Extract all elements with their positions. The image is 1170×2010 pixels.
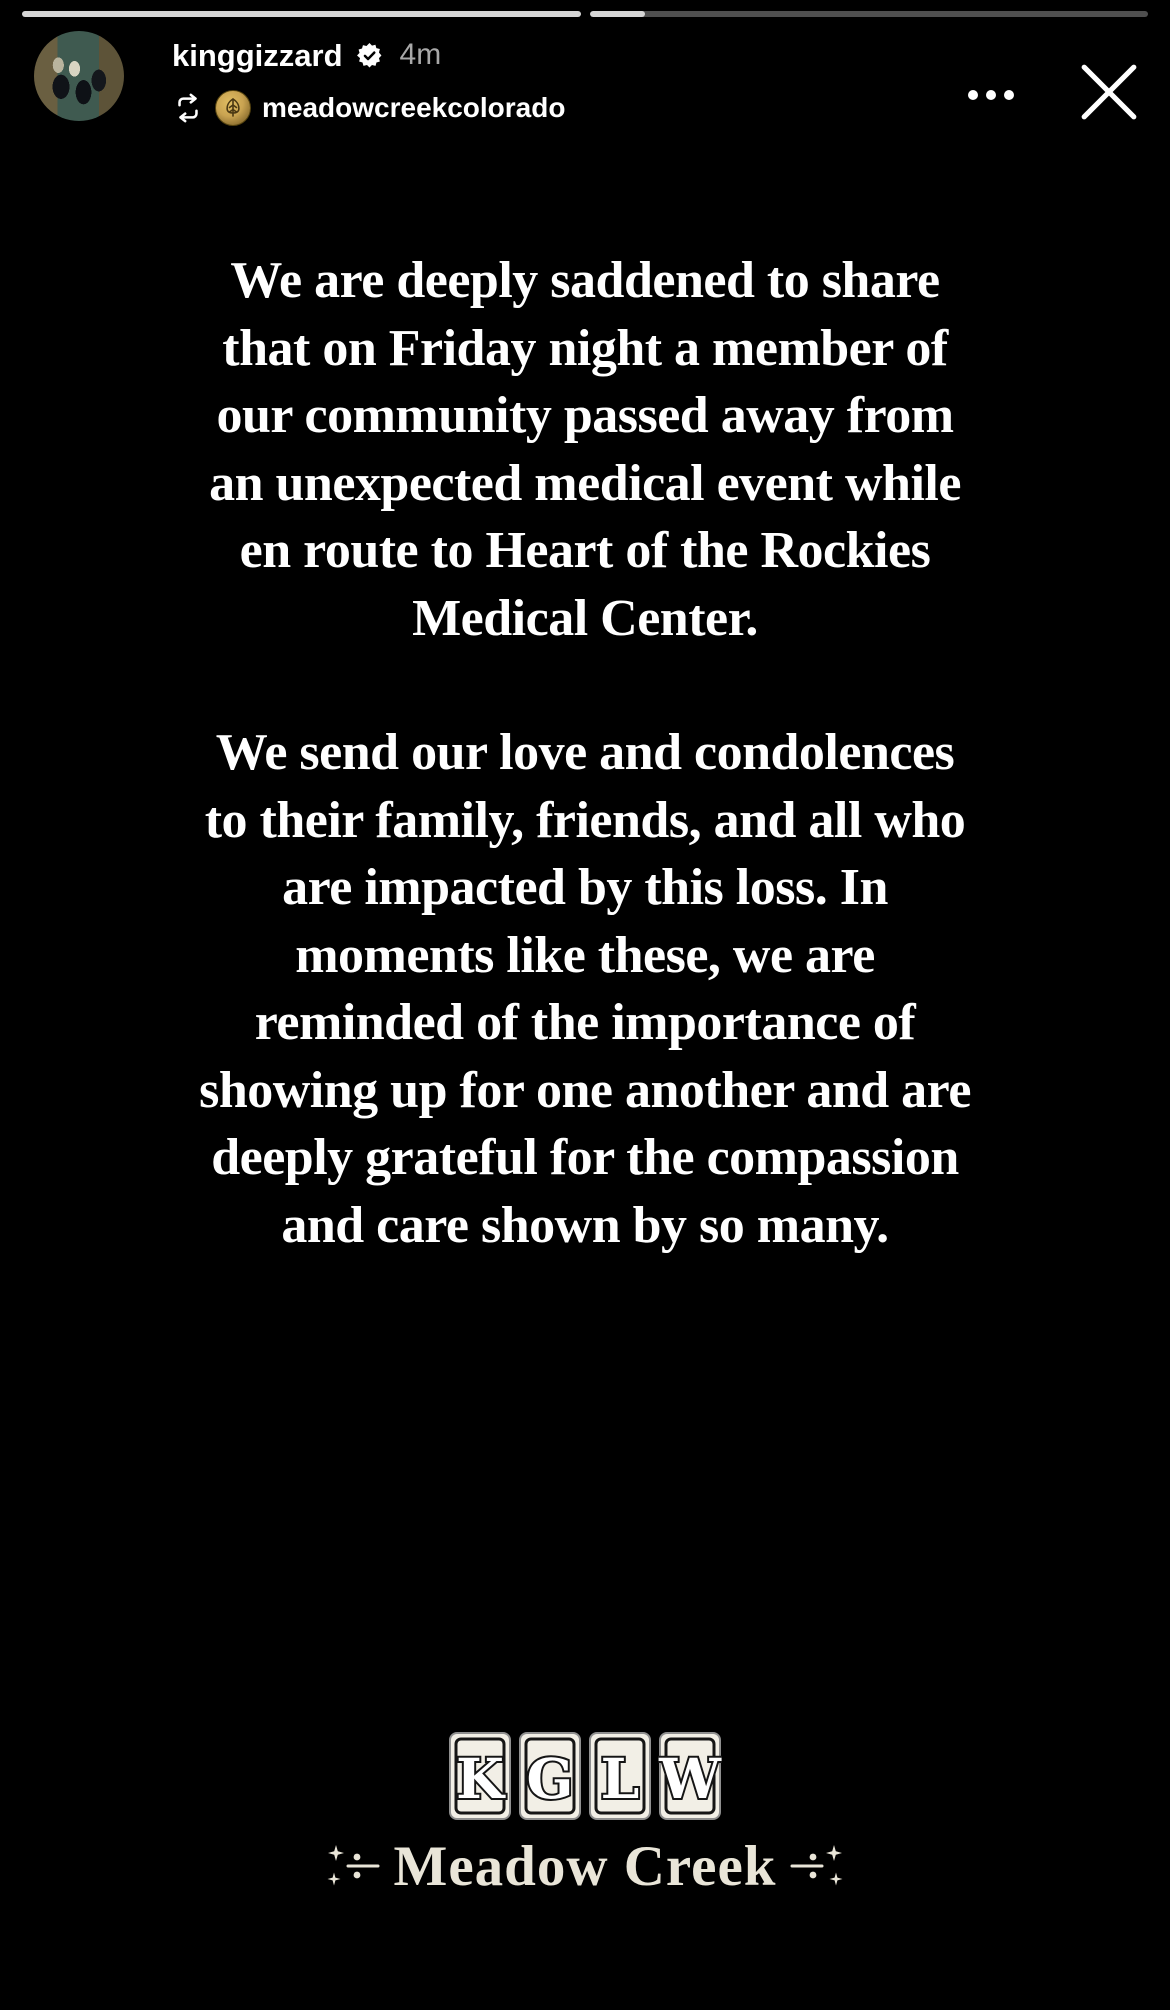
ellipsis-icon [986, 90, 996, 100]
meadow-creek-wordmark: Meadow Creek [393, 1834, 777, 1898]
wordmark-row [0, 1834, 1170, 1898]
story-progress-bar [22, 11, 1148, 17]
header-text [172, 31, 565, 127]
close-button[interactable] [1078, 61, 1140, 123]
reposted-username[interactable]: meadowcreekcolorado [262, 92, 566, 123]
ornament-right-icon [790, 1837, 846, 1895]
progress-segment [590, 11, 1149, 17]
story-text [105, 247, 1065, 1259]
story-paragraph: We are deeply saddened to share that on Friday night a member of our community passed away from an unexpected medical event while en route to Heart of the Rockies Medical Center. [209, 252, 961, 647]
verified-badge-icon [356, 42, 383, 69]
username-row [172, 36, 565, 74]
close-icon [1078, 61, 1140, 123]
svg-text:K: K [456, 1746, 504, 1811]
kglw-logo [0, 1731, 1170, 1821]
svg-text:W: W [659, 1746, 721, 1811]
kglw-letter-block [448, 1731, 512, 1821]
username[interactable]: kinggizzard [172, 37, 343, 73]
avatar[interactable] [34, 31, 124, 121]
svg-text:L: L [600, 1746, 640, 1811]
ellipsis-icon [968, 90, 978, 100]
kglw-letter-block [658, 1731, 722, 1821]
ellipsis-icon [1004, 90, 1014, 100]
repost-row [172, 89, 565, 127]
progress-segment [22, 11, 581, 17]
kglw-letter-block [588, 1731, 652, 1821]
story-paragraph: We send our love and condolences to their family, friends, and all who are impacted by this loss. In moments like these, we are reminded of the importance of showing up for one another and are deeply grateful for the compassion and care shown by so many. [199, 724, 971, 1254]
kglw-letter-block [518, 1731, 582, 1821]
band-logo [0, 1731, 1170, 1898]
reposted-account-avatar[interactable] [215, 90, 251, 126]
story-header [34, 31, 565, 127]
timestamp: 4m [399, 38, 442, 71]
ornament-left-icon [324, 1837, 380, 1895]
svg-text:G: G [526, 1746, 574, 1811]
repost-icon [172, 92, 204, 124]
more-options-button[interactable] [964, 86, 1018, 104]
